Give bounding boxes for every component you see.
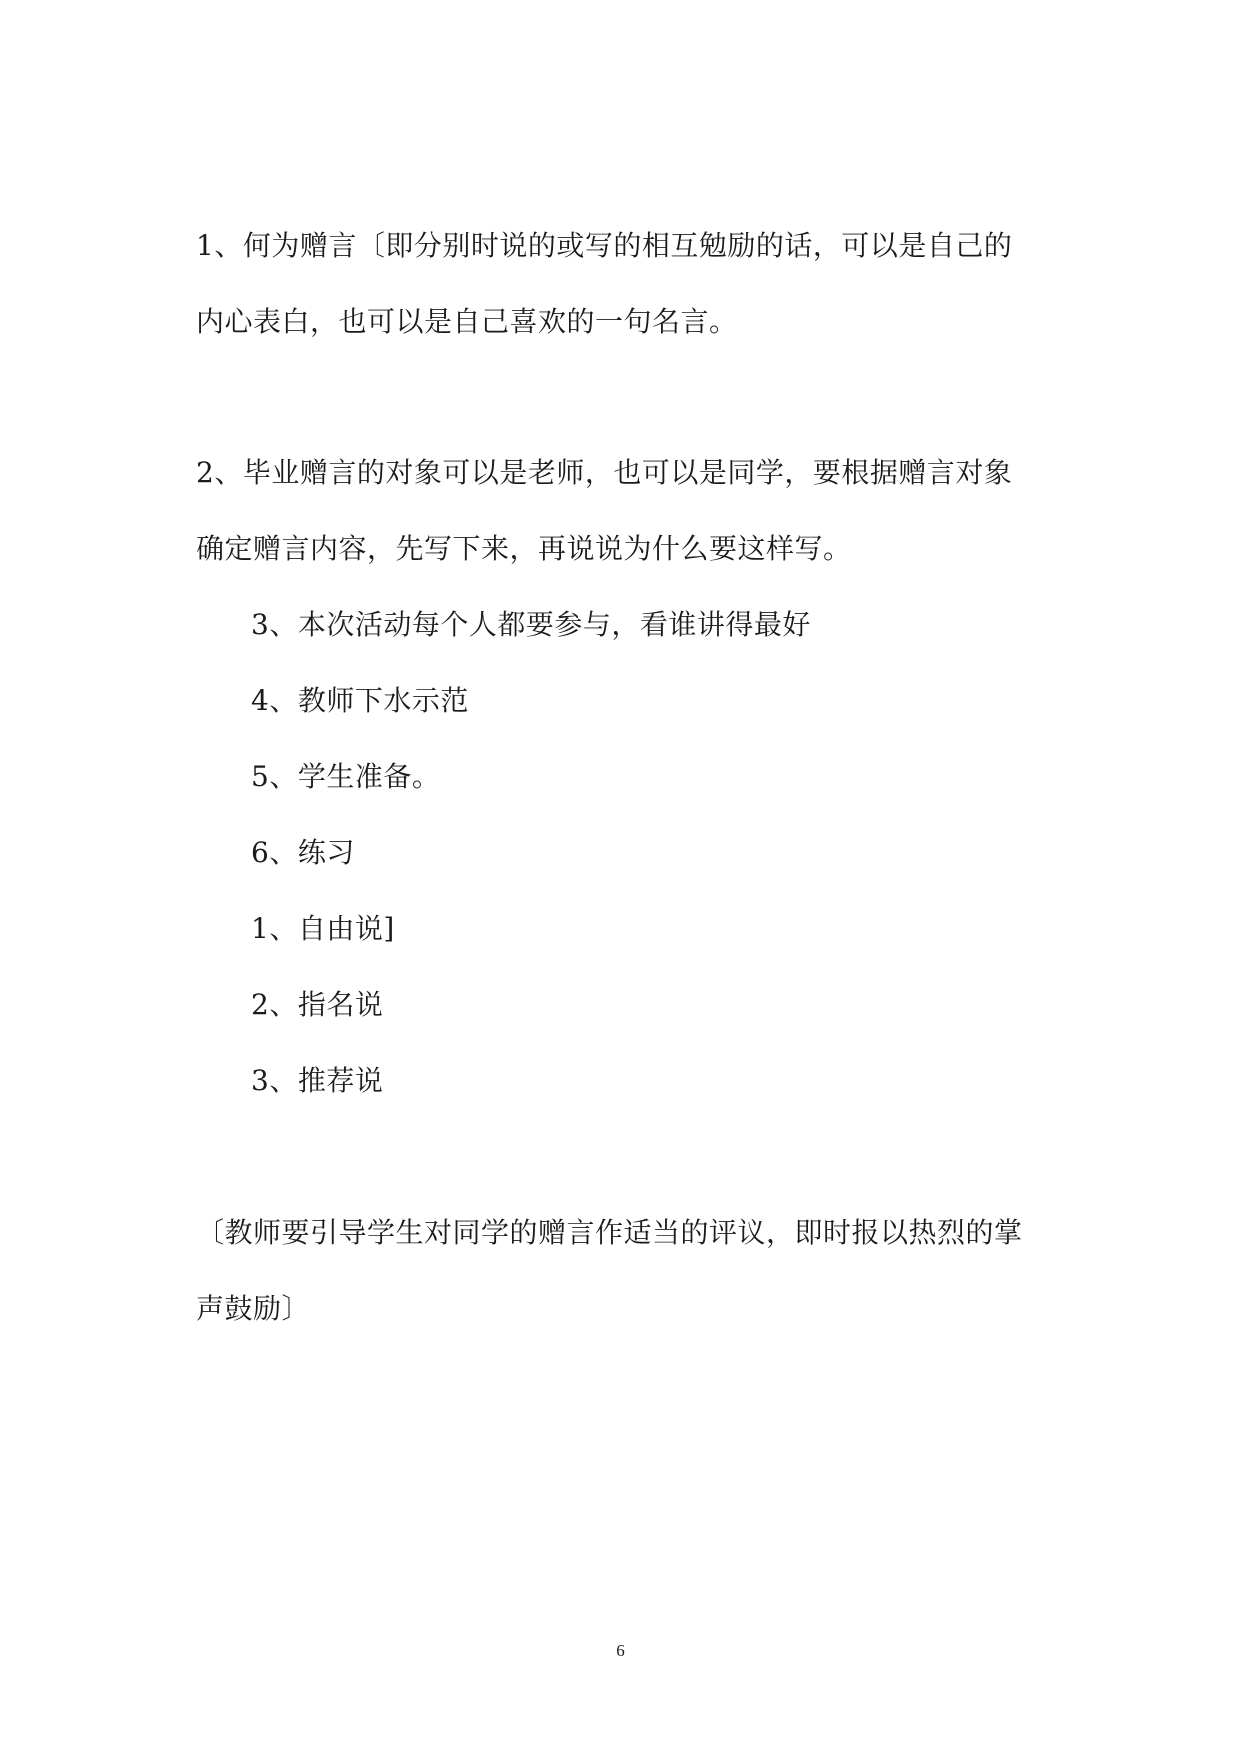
paragraph-3-line-2: 声鼓励〕 bbox=[196, 1292, 311, 1325]
step-item: 3、本次活动每个人都要参与，看谁讲得最好 bbox=[251, 608, 811, 641]
paragraph-2-line-1: 2、毕业赠言的对象可以是老师，也可以是同学，要根据赠言对象 bbox=[196, 456, 1013, 489]
step-item: 4、教师下水示范 bbox=[251, 684, 469, 717]
paragraph-1-line-1: 1、何为赠言〔即分别时说的或写的相互勉励的话，可以是自己的 bbox=[196, 229, 1013, 262]
step-item: 6、练习 bbox=[251, 836, 355, 869]
step-item: 1、自由说] bbox=[251, 912, 395, 945]
step-item: 5、学生准备。 bbox=[251, 760, 441, 793]
step-item: 2、指名说 bbox=[251, 988, 384, 1021]
paragraph-2-line-2: 确定赠言内容，先写下来，再说说为什么要这样写。 bbox=[196, 532, 852, 565]
page-number: 6 bbox=[616, 1641, 625, 1660]
paragraph-3-line-1: 〔教师要引导学生对同学的赠言作适当的评议，即时报以热烈的掌 bbox=[196, 1216, 1023, 1249]
step-item: 3、推荐说 bbox=[251, 1064, 384, 1097]
paragraph-1-line-2: 内心表白，也可以是自己喜欢的一句名言。 bbox=[196, 305, 738, 338]
